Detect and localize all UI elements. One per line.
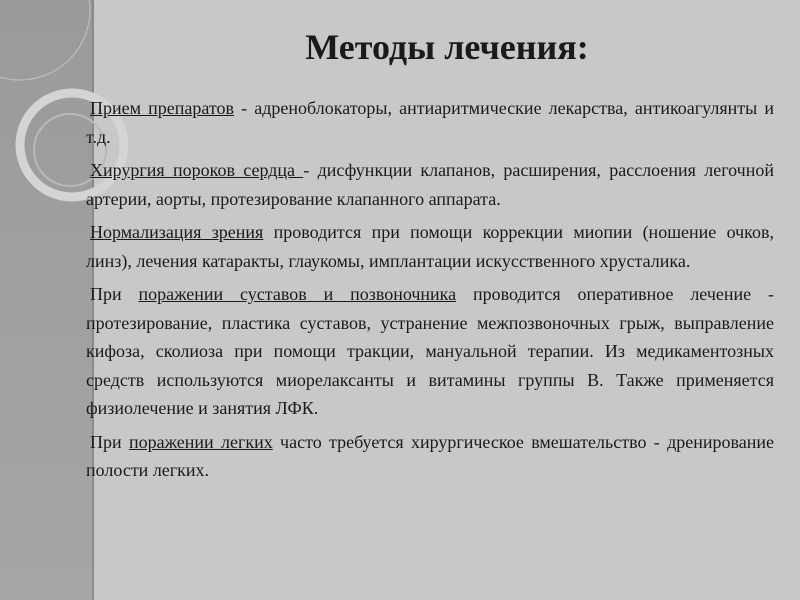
slide-content <box>86 94 774 490</box>
paragraph-joints <box>86 280 774 423</box>
paragraph-medication <box>86 94 774 151</box>
large-ring-outline <box>0 0 90 80</box>
paragraph-text: проводится оперативное лечение - протезирование, пластика суставов, устранение межпозвоночных грыж, выправление кифоза, сколиоза при помощи тракции, мануальной терапии. Из медикаментозных средств используются миорелаксанты и витамины группы В. Также применяется физиолечение и занятия ЛФК. <box>86 284 774 418</box>
underlined-term: Нормализация зрения <box>90 222 264 242</box>
paragraph-vision <box>86 218 774 275</box>
paragraph-lungs <box>86 428 774 485</box>
underlined-term: Прием препаратов <box>90 98 235 118</box>
paragraph-text: проводится при помощи коррекции миопии (ношение очков, линз), лечения катаракты, глаукомы, имплантации искусственного хрусталика. <box>86 222 775 271</box>
underlined-term: поражении легких <box>128 431 273 452</box>
underlined-term: поражении суставов и позвоночника <box>138 284 457 304</box>
paragraph-prefix: При <box>90 431 129 452</box>
paragraph-text: - дисфункции клапанов, расширения, расслоения легочной артерии, аорты, протезирование клапанного аппарата. <box>86 160 774 209</box>
slide-title: Методы лечения: <box>305 27 589 67</box>
paragraph-text: часто требуется хирургическое вмешательство - дренирование полости легких. <box>86 431 774 480</box>
paragraph-heart-surgery <box>86 156 774 213</box>
paragraph-text: - адреноблокаторы, антиаритмические лекарства, антикоагулянты и т.д. <box>86 98 774 147</box>
paragraph-prefix: При <box>90 284 139 304</box>
underlined-term: Хирургия пороков сердца <box>90 160 304 180</box>
